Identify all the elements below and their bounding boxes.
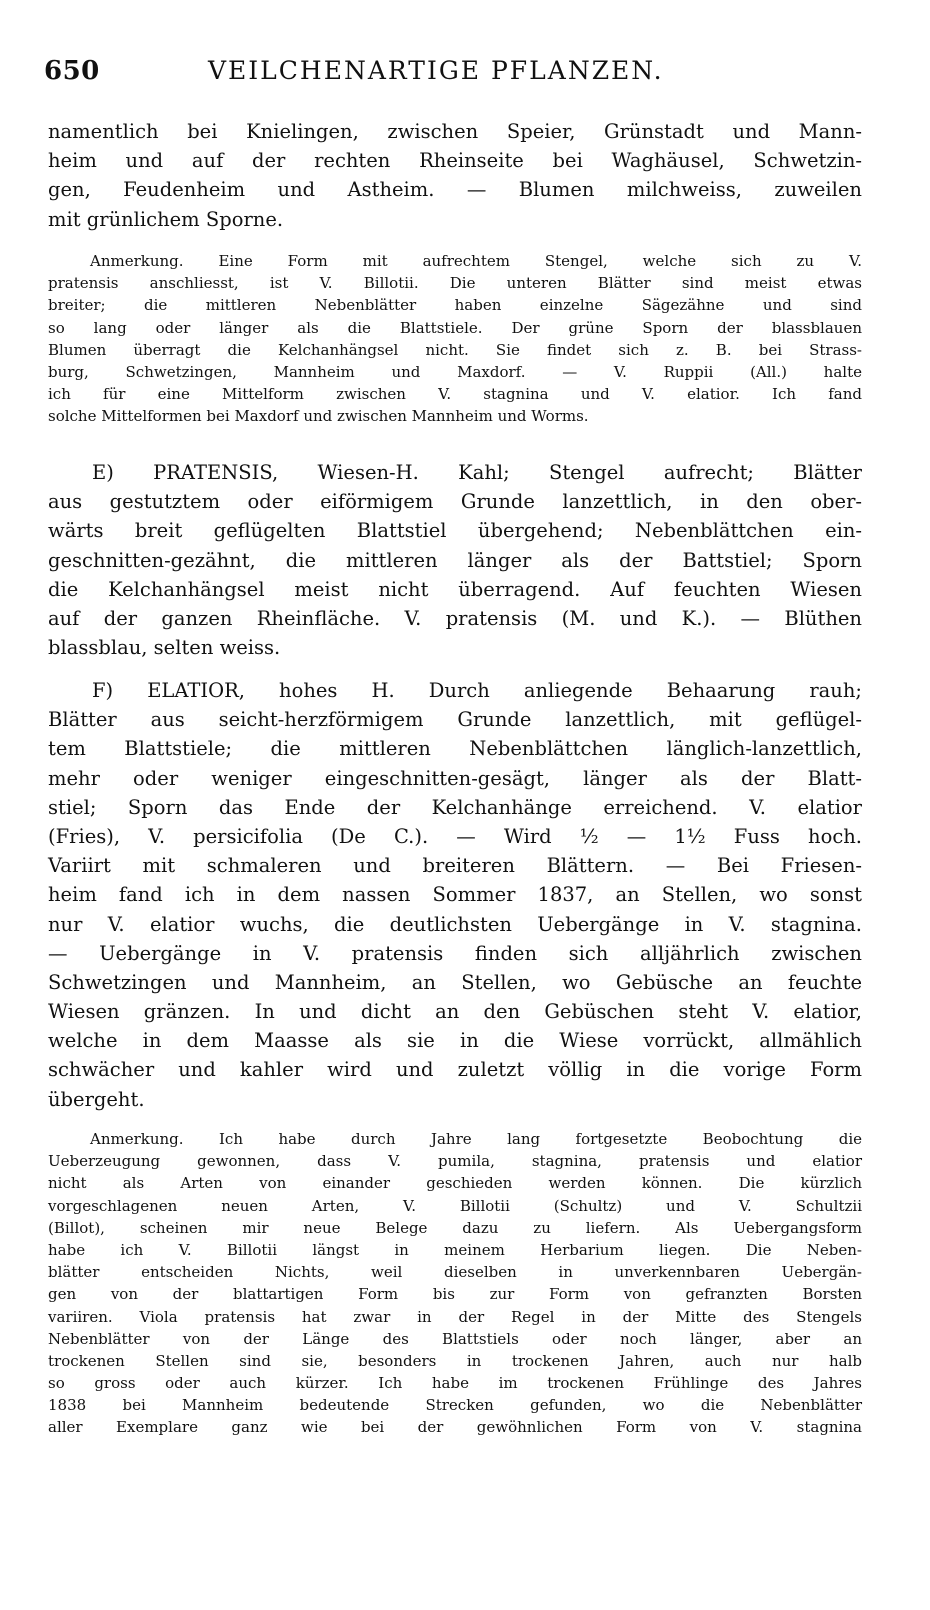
text-line: heim fand ich in dem nassen Sommer 1837, an Stellen, wo sonst <box>48 883 862 907</box>
text-line: vorgeschlagenen neuen Arten, V. Billotii (Schultz) und V. Schultzii <box>48 1196 862 1215</box>
text-line: aller Exemplare ganz wie bei der gewöhnlichen Form von V. stagnina <box>48 1418 862 1437</box>
page-number: 650 <box>44 56 100 86</box>
text-line: Variirt mit schmaleren und breiteren Blättern. — Bei Friesen- <box>48 854 862 878</box>
text-line: habe ich V. Billotii längst in meinem Herbarium liegen. Die Neben- <box>48 1240 862 1259</box>
text-line: gen, Feudenheim und Astheim. — Blumen milchweiss, zuweilen <box>48 178 862 202</box>
text-line: mehr oder weniger eingeschnitten-gesägt, länger als der Blatt- <box>48 766 862 790</box>
text-line: heim und auf der rechten Rheinseite bei Waghäusel, Schwetzin- <box>48 149 862 173</box>
text-line: Ueberzeugung gewonnen, dass V. pumila, stagnina, pratensis und elatior <box>48 1152 862 1171</box>
text-line: Schwetzingen und Mannheim, an Stellen, wo Gebüsche an feuchte <box>48 970 862 994</box>
text-line: stiel; Sporn das Ende der Kelchanhänge erreichend. V. elatior <box>48 795 862 819</box>
text-line: trockenen Stellen sind sie, besonders in trockenen Jahren, auch nur halb <box>48 1351 862 1370</box>
text-line: blassblau, selten weiss. <box>48 636 281 660</box>
text-line: Anmerkung. Ich habe durch Jahre lang fortgesetzte Beobochtung die <box>90 1130 862 1148</box>
text-line: Anmerkung. Eine Form mit aufrechtem Stengel, welche sich zu V. <box>90 252 862 270</box>
text-line: so gross oder auch kürzer. Ich habe im trockenen Frühlinge des Jahres <box>48 1374 862 1393</box>
text-line: welche in dem Maasse als sie in die Wiese vorrückt, allmählich <box>48 1029 862 1053</box>
paragraph-pratensis <box>48 458 862 662</box>
text-line: geschnitten-gezähnt, die mittleren länger als der Battstiel; Sporn <box>48 548 862 572</box>
text-line: (Fries), V. persicifolia (De C.). — Wird ½ — 1½ Fuss hoch. <box>48 824 862 848</box>
text-line: nicht als Arten von einander geschieden werden können. Die kürzlich <box>48 1174 862 1193</box>
text-line: blätter entscheiden Nichts, weil dieselben in unverkennbaren Uebergän- <box>48 1263 862 1282</box>
text-line: übergeht. <box>48 1087 145 1111</box>
paragraph-continuation <box>48 117 862 234</box>
text-line: tem Blattstiele; die mittleren Nebenblättchen länglich-lanzettlich, <box>48 737 862 761</box>
text-line: Wiesen gränzen. In und dicht an den Gebüschen steht V. elatior, <box>48 1000 862 1024</box>
text-line: ich für eine Mittelform zwischen V. stagnina und V. elatior. Ich fand <box>48 385 862 404</box>
text-line: wärts breit geflügelten Blattstiel übergehend; Nebenblättchen ein- <box>48 519 862 543</box>
text-line: namentlich bei Knielingen, zwischen Speier, Grünstadt und Mann- <box>48 120 862 143</box>
text-line: Blumen überragt die Kelchanhängsel nicht. Sie findet sich z. B. bei Strass- <box>48 340 862 359</box>
page-header <box>44 56 884 92</box>
text-line: solche Mittelformen bei Maxdorf und zwischen Mannheim und Worms. <box>48 407 589 426</box>
text-line: Blätter aus seicht-herzförmigem Grunde lanzettlich, mit geflügel- <box>48 708 862 732</box>
running-title: VEILCHENARTIGE PFLANZEN. <box>208 56 664 85</box>
text-line: pratensis anschliesst, ist V. Billotii. Die unteren Blätter sind meist etwas <box>48 274 862 293</box>
text-line: aus gestutztem oder eiförmigem Grunde lanzettlich, in den ober- <box>48 490 862 514</box>
text-line: nur V. elatior wuchs, die deutlichsten Uebergänge in V. stagnina. <box>48 912 862 936</box>
text-line: F) ELATIOR, hohes H. Durch anliegende Behaarung rauh; <box>92 679 862 702</box>
text-line: E) PRATENSIS, Wiesen-H. Kahl; Stengel aufrecht; Blätter <box>92 461 862 484</box>
note-arten <box>48 1128 862 1439</box>
note-billotii <box>48 250 862 428</box>
text-line: — Uebergänge in V. pratensis finden sich alljährlich zwischen <box>48 941 862 965</box>
text-line: breiter; die mittleren Nebenblätter haben einzelne Sägezähne und sind <box>48 296 862 315</box>
text-line: mit grünlichem Sporne. <box>48 207 284 231</box>
text-line: auf der ganzen Rheinfläche. V. pratensis (M. und K.). — Blüthen <box>48 606 862 630</box>
text-line: 1838 bei Mannheim bedeutende Strecken gefunden, wo die Nebenblätter <box>48 1396 862 1415</box>
text-line: schwächer und kahler wird und zuletzt völlig in die vorige Form <box>48 1058 862 1082</box>
text-line: Nebenblätter von der Länge des Blattstiels oder noch länger, aber an <box>48 1329 862 1348</box>
text-line: so lang oder länger als die Blattstiele. Der grüne Sporn der blassblauen <box>48 318 862 337</box>
paragraph-elatior <box>48 676 862 1114</box>
text-line: die Kelchanhängsel meist nicht überragend. Auf feuchten Wiesen <box>48 577 862 601</box>
text-line: gen von der blattartigen Form bis zur Form von gefranzten Borsten <box>48 1285 862 1304</box>
text-line: burg, Schwetzingen, Mannheim und Maxdorf. — V. Ruppii (All.) halte <box>48 362 862 381</box>
text-line: variiren. Viola pratensis hat zwar in der Regel in der Mitte des Stengels <box>48 1307 862 1326</box>
text-line: (Billot), scheinen mir neue Belege dazu zu liefern. Als Uebergangsform <box>48 1218 862 1237</box>
